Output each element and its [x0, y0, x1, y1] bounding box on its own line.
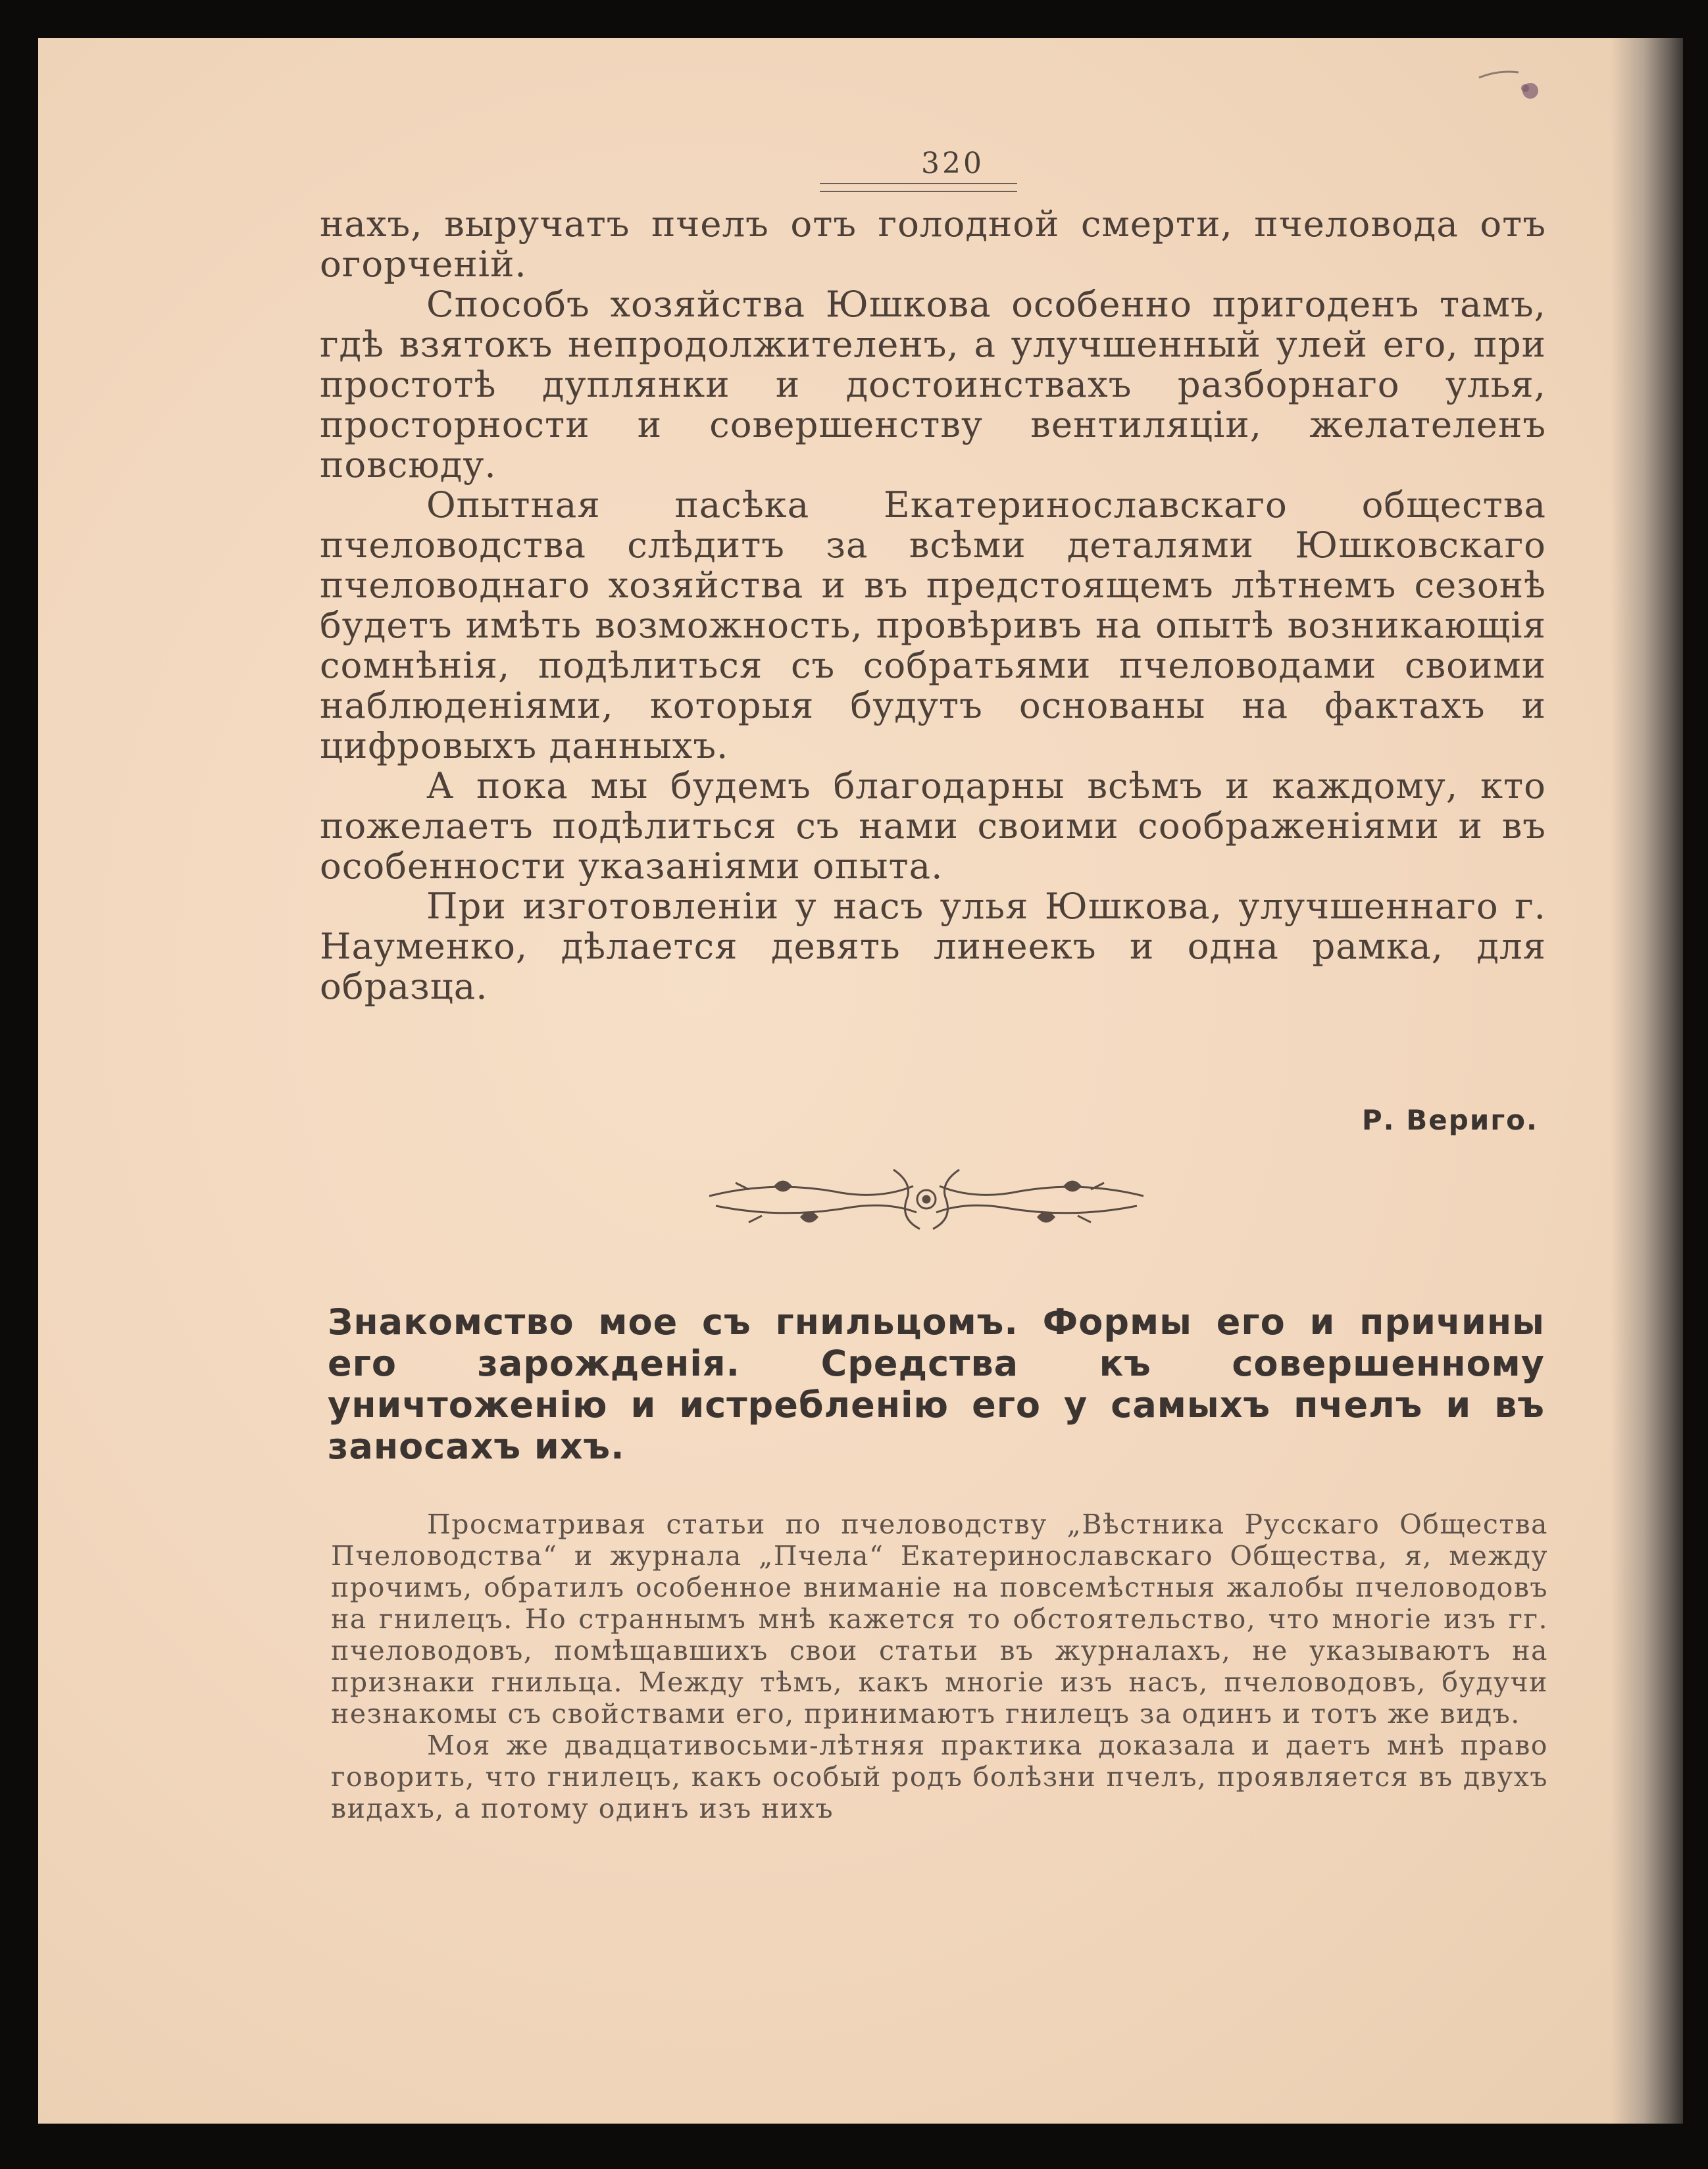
- paragraph: Способъ хозяйства Юшкова особенно пригоденъ тамъ, гдѣ взятокъ непродолжителенъ, а улучшенный улей его, при простотѣ дуплянки и достоинствахъ разборнаго улья, просторности и совершенству вентиляціи, желателенъ повсюду.: [320, 283, 1546, 486]
- article-title: Знакомство мое съ гнильцомъ. Формы его и причины его зарожденія. Средства къ совершенному уничтоженію и истребленію его у самыхъ пчелъ и въ заносахъ ихъ.: [328, 1301, 1545, 1467]
- paragraph: Просматривая статьи по пчеловодству „Вѣстника Русскаго Общества Пчеловодства“ и журнала „Пчела“ Екатеринославскаго Общества, я, между прочимъ, обратилъ особенное вниманіе на повсемѣстныя жалобы пчеловодовъ на гнилецъ. Но страннымъ мнѣ кажется то обстоятельство, что многіе изъ гг. пчеловодовъ, помѣщавшихъ свои статьи въ журналахъ, не указываютъ на признаки гнильца. Между тѣмъ, какъ многіе изъ насъ, пчеловодовъ, будучи незнакомы съ свойствами его, принимаютъ гнилецъ за одинъ и тотъ же видъ.: [331, 1508, 1548, 1730]
- paragraph: Моя же двадцативосьми-лѣтняя практика доказала и даетъ мнѣ право говорить, что гнилецъ, какъ особый родъ болѣзни пчелъ, проявляется въ двухъ видахъ, а потому одинъ изъ нихъ: [331, 1730, 1548, 1824]
- author-signature: Р. Веригo.: [1361, 1104, 1538, 1136]
- continued-article-text: [320, 204, 1546, 1007]
- paragraph: нахъ, выручатъ пчелъ отъ голодной смерти, пчеловода отъ огорченій.: [320, 203, 1546, 285]
- paragraph: При изготовленіи у насъ улья Юшкова, улучшеннаго г. Науменко, дѣлается девять линеекъ и одна рамка, для образца.: [320, 885, 1546, 1007]
- page-number: 320: [921, 147, 984, 180]
- article-body-text: [331, 1508, 1548, 1824]
- paragraph: А пока мы будемъ благодарны всѣмъ и каждому, кто пожелаетъ подѣлиться съ нами своими соображеніями и въ особенности указаніями опыта.: [320, 764, 1546, 887]
- ink-stain-icon: [1472, 58, 1551, 111]
- header-rule: [820, 183, 1017, 192]
- book-page: [38, 38, 1683, 2124]
- paragraph: Опытная пасѣка Екатеринославскаго общества пчеловодства слѣдитъ за всѣми деталями Юшковскаго пчеловоднаго хозяйства и въ предстоящемъ лѣтнемъ сезонѣ будетъ имѣть возможность, провѣривъ на опытѣ возникающія сомнѣнія, подѣлиться съ собратьями пчеловодами своими наблюденіями, которыя будутъ основаны на фактахъ и цифровыхъ данныхъ.: [320, 484, 1546, 766]
- floral-ornament-icon: [696, 1157, 1157, 1242]
- page-edge-shadow: [1611, 38, 1683, 2124]
